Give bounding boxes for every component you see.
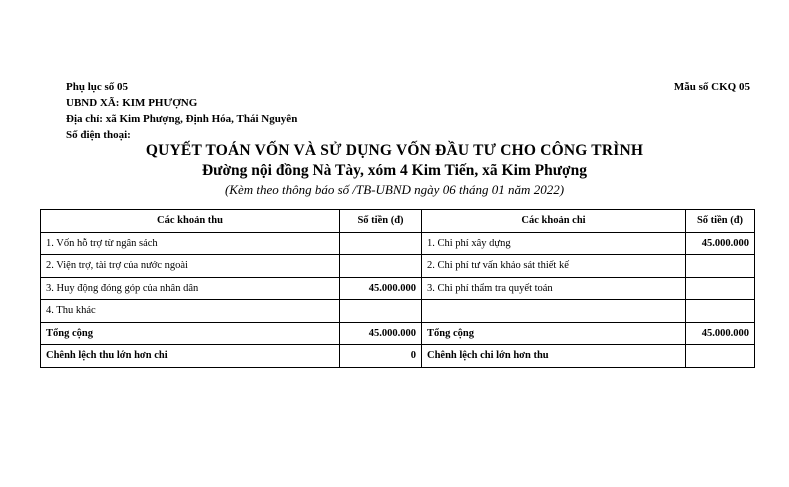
expense-label: 2. Chi phí tư vấn khảo sát thiết kế — [422, 255, 686, 278]
diff-expense-amount — [686, 345, 755, 368]
form-number: Mẫu số CKQ 05 — [673, 81, 750, 93]
header-expense: Các khoản chi — [422, 210, 686, 233]
document-subtitle: Đường nội đồng Nà Tày, xóm 4 Kim Tiến, xã Kim Phượng — [201, 162, 588, 179]
table-header-row — [41, 210, 755, 233]
total-income-label: Tổng cộng — [41, 322, 340, 345]
address-label: Địa chỉ: xã Kim Phượng, Định Hóa, Thái Nguyên — [66, 113, 298, 125]
income-label: 1. Vốn hỗ trợ từ ngân sách — [41, 232, 340, 255]
diff-income-amount: 0 — [340, 345, 422, 368]
difference-row — [41, 345, 755, 368]
header-income: Các khoản thu — [41, 210, 340, 233]
income-amount — [340, 232, 422, 255]
reference-note: (Kèm theo thông báo số /TB-UBND ngày 06 tháng 01 năm 2022) — [224, 182, 565, 197]
header-income-amount: Số tiền (đ) — [340, 210, 422, 233]
appendix-label: Phụ lục số 05 — [66, 81, 129, 93]
settlement-table — [40, 209, 755, 368]
total-income-amount: 45.000.000 — [340, 322, 422, 345]
document-title: QUYẾT TOÁN VỐN VÀ SỬ DỤNG VỐN ĐẦU TƯ CHO CÔNG TRÌNH — [145, 142, 644, 159]
diff-income-label: Chênh lệch thu lớn hơn chi — [41, 345, 340, 368]
table-row — [41, 300, 755, 323]
header-expense-amount: Số tiền (đ) — [686, 210, 755, 233]
income-amount — [340, 300, 422, 323]
income-amount: 45.000.000 — [340, 277, 422, 300]
income-label: 3. Huy động đóng góp của nhân dân — [41, 277, 340, 300]
total-expense-label: Tổng cộng — [422, 322, 686, 345]
total-row — [41, 322, 755, 345]
income-label: 4. Thu khác — [41, 300, 340, 323]
expense-amount — [686, 255, 755, 278]
expense-amount — [686, 277, 755, 300]
expense-label: 1. Chi phí xây dựng — [422, 232, 686, 255]
expense-amount: 45.000.000 — [686, 232, 755, 255]
total-expense-amount: 45.000.000 — [686, 322, 755, 345]
authority-label: UBND XÃ: KIM PHƯỢNG — [66, 97, 198, 109]
table-row — [41, 232, 755, 255]
expense-amount — [686, 300, 755, 323]
diff-expense-label: Chênh lệch chi lớn hơn thu — [422, 345, 686, 368]
document-header — [66, 79, 297, 143]
income-amount — [340, 255, 422, 278]
expense-label — [422, 300, 686, 323]
table-row — [41, 255, 755, 278]
phone-label: Số điện thoại: — [66, 129, 131, 141]
table-row — [41, 277, 755, 300]
expense-label: 3. Chi phí thẩm tra quyết toán — [422, 277, 686, 300]
income-label: 2. Viện trợ, tài trợ của nước ngoài — [41, 255, 340, 278]
